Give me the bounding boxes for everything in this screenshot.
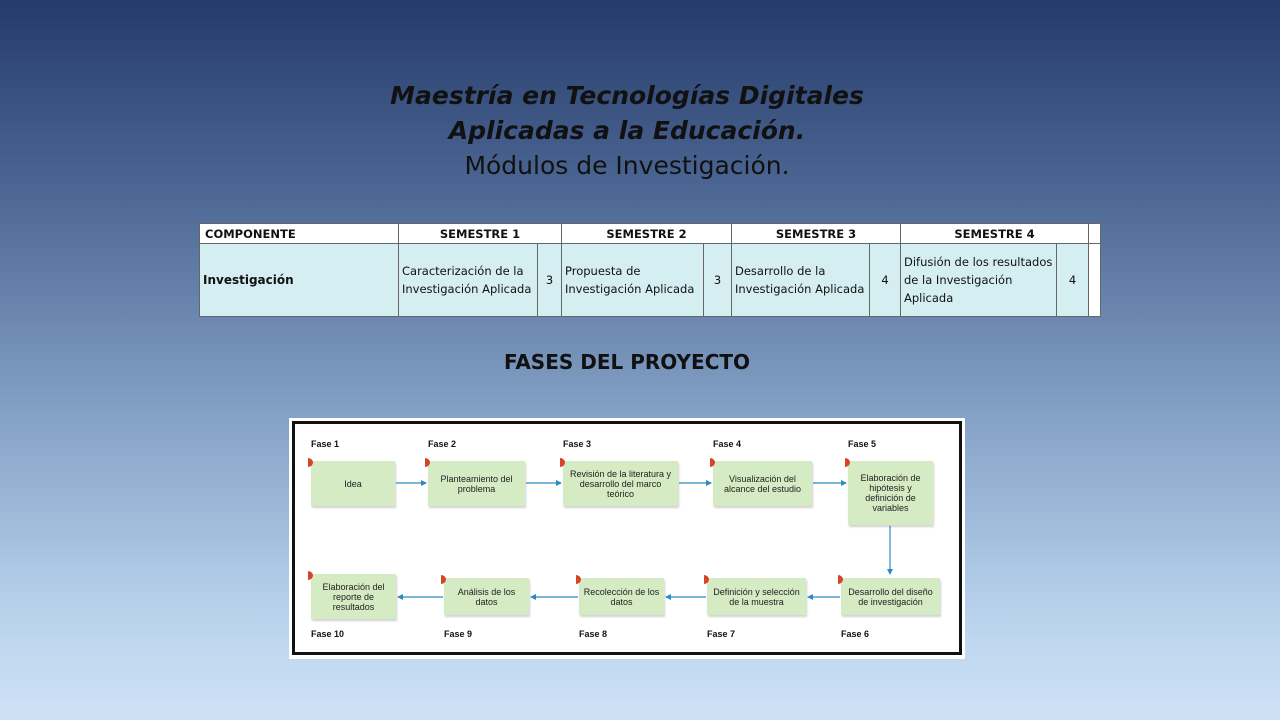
table-cell-semester-3-module: Desarrollo de la Investigación Aplicada: [732, 244, 870, 317]
phase-10-box: [311, 574, 396, 619]
phase-7-text: Definición y selección de la muestra: [713, 586, 800, 607]
phase-6-box: [841, 578, 940, 615]
phase-marker-icon: [710, 458, 717, 467]
phase-8-box: [579, 578, 664, 615]
table-cell-component: Investigación: [200, 244, 399, 317]
phase-10-text: Elaboración del reporte de resultados: [322, 581, 385, 612]
phase-marker-icon: [308, 571, 315, 580]
phase-4-box: [713, 461, 812, 506]
title-line-2: Aplicadas a la Educación.: [448, 116, 806, 145]
table-header-semestre-4: SEMESTRE 4: [901, 224, 1089, 244]
table-header-semestre-1: SEMESTRE 1: [399, 224, 562, 244]
table-row: [200, 244, 1101, 317]
phase-4-label: Fase 4: [713, 439, 742, 449]
phase-1-box: [311, 461, 395, 506]
phase-10-label: Fase 10: [311, 629, 345, 639]
table-cell-semester-3-value: 4: [870, 244, 901, 317]
table-header-semestre-3: SEMESTRE 3: [732, 224, 901, 244]
table-header-row: [200, 224, 1101, 244]
phase-3-text: Revisión de la literatura y desarrollo del marco teórico: [569, 468, 672, 499]
phase-5-box: [848, 461, 933, 525]
phase-3-label: Fase 3: [563, 439, 592, 449]
phase-marker-icon: [560, 458, 567, 467]
phase-7-label: Fase 7: [707, 629, 736, 639]
phase-2-label: Fase 2: [428, 439, 457, 449]
table-header-semestre-2: SEMESTRE 2: [562, 224, 732, 244]
phase-7-box: [707, 578, 806, 615]
phase-marker-icon: [845, 458, 852, 467]
table-cell-semester-4-module: Difusión de los resultados de la Investigación Aplicada: [901, 244, 1057, 317]
title-line-1: Maestría en Tecnologías Digitales: [390, 81, 864, 110]
phase-1-text: Idea: [344, 478, 362, 489]
phase-2-box: [428, 461, 525, 506]
phase-3-box: [563, 461, 678, 506]
table-cell-semester-2-value: 3: [704, 244, 732, 317]
phase-5-label: Fase 5: [848, 439, 877, 449]
phase-9-box: [444, 578, 529, 615]
phase-6-text: Desarrollo del diseño de investigación: [848, 586, 933, 607]
phase-marker-icon: [308, 458, 315, 467]
table-header-componente: COMPONENTE: [200, 224, 399, 244]
phase-4-text: Visualización del alcance del estudio: [723, 473, 802, 494]
phase-1-label: Fase 1: [311, 439, 340, 449]
phase-marker-icon: [576, 575, 583, 584]
phase-9-label: Fase 9: [444, 629, 473, 639]
title-block: [0, 78, 1254, 183]
table-cell-semester-1-value: 3: [538, 244, 562, 317]
table-cell-semester-1-module: Caracterización de la Investigación Aplicada: [399, 244, 538, 317]
title-line-3: Módulos de Investigación.: [464, 151, 790, 180]
phase-2-text: Planteamiento del problema: [440, 473, 513, 494]
phase-8-text: Recolección de los datos: [583, 586, 660, 607]
table-header-blank: [1089, 224, 1101, 244]
phase-8-label: Fase 8: [579, 629, 608, 639]
curriculum-table: [199, 223, 1101, 317]
table-cell-semester-4-value: 4: [1057, 244, 1089, 317]
phase-marker-icon: [441, 575, 448, 584]
table-cell-semester-2-module: Propuesta de Investigación Aplicada: [562, 244, 704, 317]
phase-marker-icon: [425, 458, 432, 467]
project-phases-diagram: [289, 418, 965, 659]
phase-9-text: Análisis de los datos: [457, 586, 516, 607]
phase-marker-icon: [704, 575, 711, 584]
table-cell-blank: [1089, 244, 1101, 317]
diagram-canvas: [292, 421, 962, 655]
section-title: FASES DEL PROYECTO: [503, 350, 751, 374]
phase-5-text: Elaboración de hipótesis y definición de variables: [860, 473, 921, 513]
phase-marker-icon: [838, 575, 845, 584]
phase-6-label: Fase 6: [841, 629, 870, 639]
